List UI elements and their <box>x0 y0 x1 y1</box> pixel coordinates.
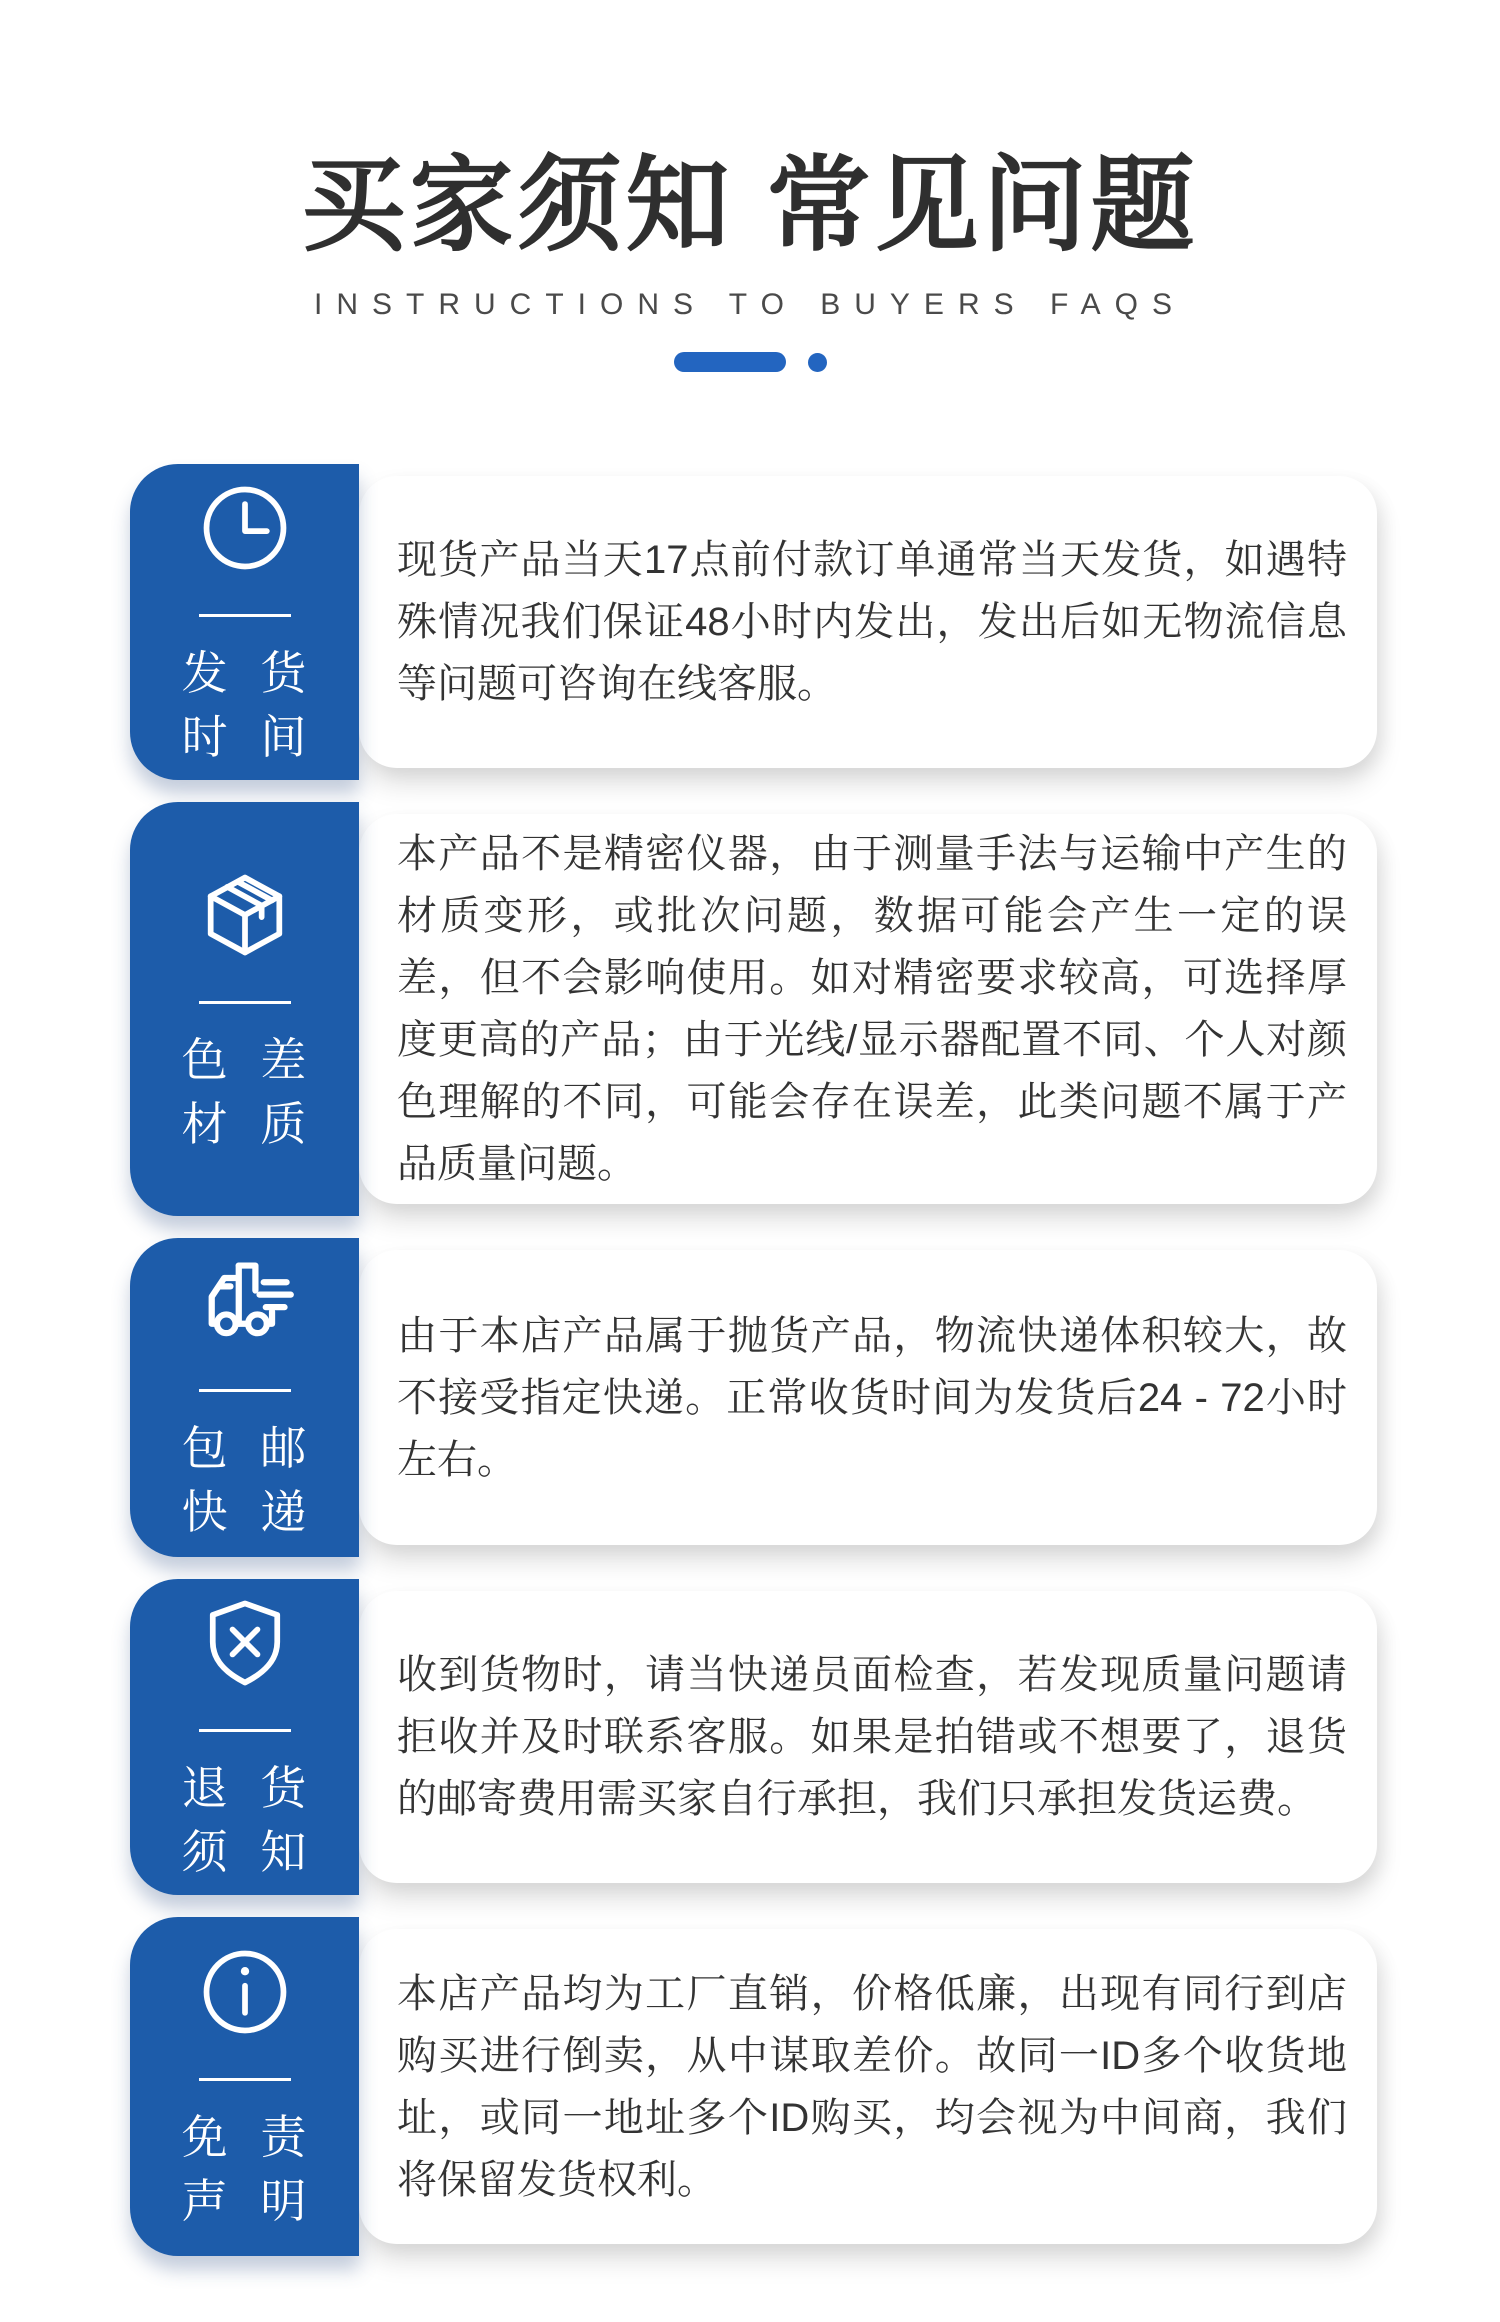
card-body-text: 本产品不是精密仪器，由于测量手法与运输中产生的材质变形，或批次问题，数据可能会产生一定的误差，但不会影响使用。如对精密要求较高，可选择厚度更高的产品；由于光线/显示器配置不同、个人对颜色理解的不同，可能会存在误差，此类问题不属于产品质量问题。 <box>397 832 1347 1187</box>
tab-divider <box>199 2078 291 2081</box>
card-return-notice <box>130 1579 1377 1895</box>
page-subtitle: INSTRUCTIONS TO BUYERS FAQS <box>314 288 1186 322</box>
header-divider <box>0 352 1500 372</box>
card-tab <box>130 802 359 1216</box>
card-tab <box>130 1917 359 2256</box>
divider-dot <box>808 353 827 372</box>
tab-label: 发 货 时 间 <box>181 646 308 763</box>
cards <box>130 464 1377 2256</box>
card-free-shipping <box>130 1238 1377 1557</box>
card-body <box>359 476 1377 768</box>
info-icon <box>193 1940 297 2044</box>
card-body <box>359 1250 1377 1545</box>
card-body-text: 本店产品均为工厂直销，价格低廉，出现有同行到店购买进行倒卖，从中谋取差价。故同一ID多个收货地址，或同一地址多个ID购买，均会视为中间商，我们将保留发货权利。 <box>397 1971 1347 2202</box>
truck-icon <box>193 1251 297 1355</box>
shield-x-icon <box>193 1591 297 1695</box>
tab-divider <box>199 1729 291 1732</box>
tab-divider <box>199 1001 291 1004</box>
tab-label: 色 差 材 质 <box>181 1033 308 1150</box>
page-title: 买家须知 常见问题 <box>301 148 1199 264</box>
card-body-text: 收到货物时，请当快递员面检查，若发现质量问题请拒收并及时联系客服。如果是拍错或不想要了，退货的邮寄费用需买家自行承担，我们只承担发货运费。 <box>397 1653 1347 1822</box>
card-tab <box>130 1579 359 1895</box>
card-tab <box>130 1238 359 1557</box>
clock-icon <box>193 476 297 580</box>
card-body <box>359 814 1377 1204</box>
card-body <box>359 1929 1377 2244</box>
card-color-material <box>130 802 1377 1216</box>
tab-divider <box>199 614 291 617</box>
header <box>0 0 1500 372</box>
package-icon <box>193 863 297 967</box>
card-disclaimer <box>130 1917 1377 2256</box>
card-body-text: 由于本店产品属于抛货产品，物流快递体积较大，故不接受指定快递。正常收货时间为发货后24 - 72小时左右。 <box>397 1313 1347 1482</box>
card-body <box>359 1591 1377 1883</box>
tab-label: 免 责 声 明 <box>181 2111 308 2228</box>
tab-label: 退 货 须 知 <box>181 1761 308 1878</box>
card-tab <box>130 464 359 780</box>
tab-label: 包 邮 快 递 <box>181 1422 308 1539</box>
divider-bar <box>674 352 786 372</box>
card-body-text: 现货产品当天17点前付款订单通常当天发货，如遇特殊情况我们保证48小时内发出，发出后如无物流信息等问题可咨询在线客服。 <box>397 538 1347 707</box>
card-shipping-time <box>130 464 1377 780</box>
tab-divider <box>199 1389 291 1392</box>
